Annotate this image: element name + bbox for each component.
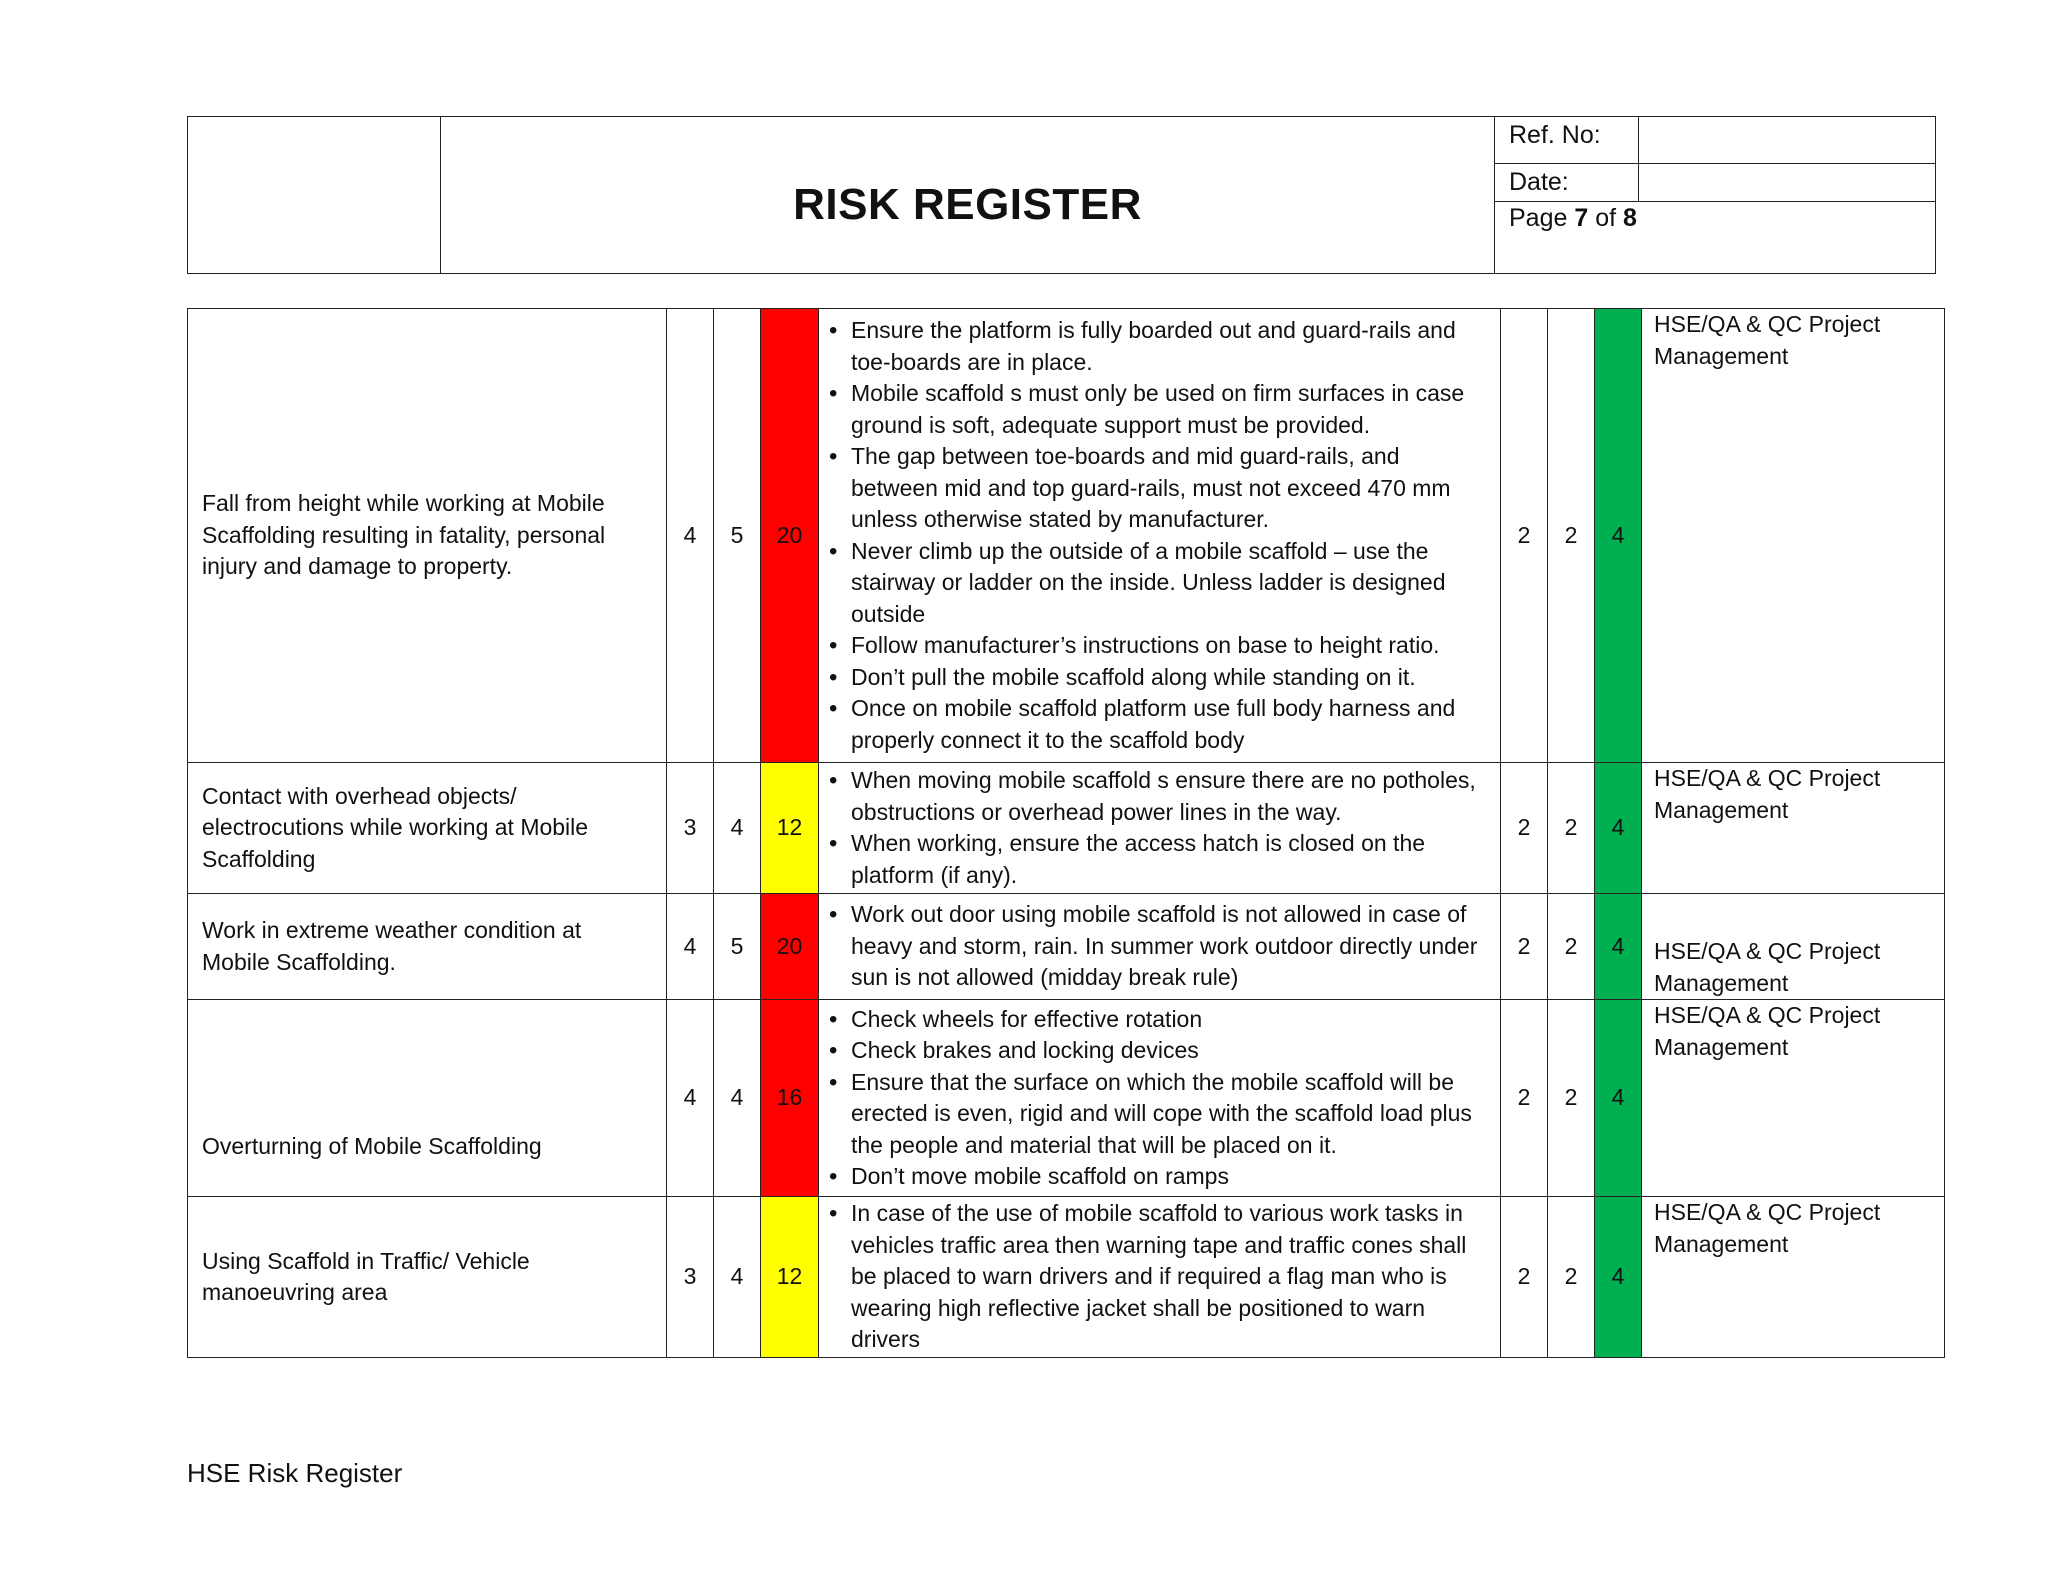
responsibility-cell: HSE/QA & QC Project Management [1642,1000,1945,1197]
control-item: • Never climb up the outside of a mobile scaffold – use the stairway or ladder on the inside. Unless ladder is designed outside [829,536,1492,631]
logo-placeholder [188,117,441,274]
controls-list [829,315,1492,756]
date-value [1639,164,1936,202]
likelihood-cell: 3 [667,763,714,894]
hazard-cell: Work in extreme weather condition at Mobile Scaffolding. [188,894,667,1000]
residual-likelihood-cell: 2 [1501,894,1548,1000]
control-item: • The gap between toe-boards and mid guard-rails, and between mid and top guard-rails, must not exceed 470 mm unless otherwise stated by manufacturer. [829,441,1492,536]
control-item: • Follow manufacturer’s instructions on base to height ratio. [829,630,1492,662]
controls-cell [819,309,1501,763]
controls-cell [819,1197,1501,1358]
responsibility-cell: HSE/QA & QC Project Management [1642,309,1945,763]
control-item: • Check wheels for effective rotation [829,1004,1492,1036]
control-item: • Check brakes and locking devices [829,1035,1492,1067]
likelihood-cell: 4 [667,1000,714,1197]
responsibility-cell: HSE/QA & QC Project Management [1642,1197,1945,1358]
control-item: • Work out door using mobile scaffold is not allowed in case of heavy and storm, rain. In summer work outdoor directly under sun is not allowed (midday break rule) [829,899,1492,994]
control-item: • In case of the use of mobile scaffold to various work tasks in vehicles traffic area then warning tape and traffic cones shall be placed to warn drivers and if required a flag man who is wearing high reflective jacket shall be positioned to warn drivers [829,1198,1492,1356]
control-item: • Ensure the platform is fully boarded out and guard-rails and toe-boards are in place. [829,315,1492,378]
control-item: • Mobile scaffold s must only be used on firm surfaces in case ground is soft, adequate support must be provided. [829,378,1492,441]
table-row [188,1000,1945,1197]
severity-cell: 5 [714,309,761,763]
residual-risk-cell: 4 [1595,1197,1642,1358]
residual-severity-cell: 2 [1548,763,1595,894]
hazard-cell: Contact with overhead objects/ electrocutions while working at Mobile Scaffolding [188,763,667,894]
date-label: Date: [1495,164,1639,202]
hazard-cell: Fall from height while working at Mobile Scaffolding resulting in fatality, personal injury and damage to property. [188,309,667,763]
likelihood-cell: 4 [667,894,714,1000]
table-row [188,894,1945,1000]
control-item: • When working, ensure the access hatch is closed on the platform (if any). [829,828,1492,891]
controls-cell [819,1000,1501,1197]
residual-severity-cell: 2 [1548,894,1595,1000]
residual-risk-cell: 4 [1595,894,1642,1000]
table-row [188,763,1945,894]
page-number-cell [1495,202,1936,274]
controls-cell [819,763,1501,894]
page-number: Page 7 of 8 [1509,204,1637,232]
risk-rating-cell: 12 [761,763,819,894]
risk-register-table [187,308,1945,1358]
responsibility-cell: HSE/QA & QC Project Management [1642,763,1945,894]
residual-likelihood-cell: 2 [1501,1000,1548,1197]
risk-rating-cell: 16 [761,1000,819,1197]
likelihood-cell: 3 [667,1197,714,1358]
risk-rating-cell: 20 [761,894,819,1000]
residual-severity-cell: 2 [1548,1000,1595,1197]
controls-list [829,1004,1492,1193]
residual-severity-cell: 2 [1548,1197,1595,1358]
control-item: • When moving mobile scaffold s ensure there are no potholes, obstructions or overhead power lines in the way. [829,765,1492,828]
residual-risk-cell: 4 [1595,763,1642,894]
responsibility-cell: HSE/QA & QC Project Management [1642,894,1945,1000]
ref-value [1639,117,1936,164]
residual-likelihood-cell: 2 [1501,1197,1548,1358]
risk-rating-cell: 12 [761,1197,819,1358]
table-row [188,309,1945,763]
severity-cell: 4 [714,763,761,894]
severity-cell: 5 [714,894,761,1000]
likelihood-cell: 4 [667,309,714,763]
severity-cell: 4 [714,1000,761,1197]
residual-risk-cell: 4 [1595,309,1642,763]
residual-risk-cell: 4 [1595,1000,1642,1197]
controls-list [829,899,1492,994]
residual-severity-cell: 2 [1548,309,1595,763]
control-item: • Once on mobile scaffold platform use full body harness and properly connect it to the scaffold body [829,693,1492,756]
ref-label: Ref. No: [1495,117,1639,164]
control-item: • Ensure that the surface on which the mobile scaffold will be erected is even, rigid and will cope with the scaffold load plus the people and material that will be placed on it. [829,1067,1492,1162]
page-title: RISK REGISTER [793,180,1142,229]
controls-cell [819,894,1501,1000]
severity-cell: 4 [714,1197,761,1358]
hazard-cell: Overturning of Mobile Scaffolding [188,1000,667,1197]
document-header [187,116,1936,274]
title-cell [441,117,1495,274]
table-row [188,1197,1945,1358]
residual-likelihood-cell: 2 [1501,763,1548,894]
controls-list [829,765,1492,891]
residual-likelihood-cell: 2 [1501,309,1548,763]
hazard-cell: Using Scaffold in Traffic/ Vehicle manoeuvring area [188,1197,667,1358]
control-item: • Don’t move mobile scaffold on ramps [829,1161,1492,1193]
footer-text: HSE Risk Register [187,1458,403,1488]
risk-rating-cell: 20 [761,309,819,763]
controls-list [829,1198,1492,1356]
control-item: • Don’t pull the mobile scaffold along while standing on it. [829,662,1492,694]
